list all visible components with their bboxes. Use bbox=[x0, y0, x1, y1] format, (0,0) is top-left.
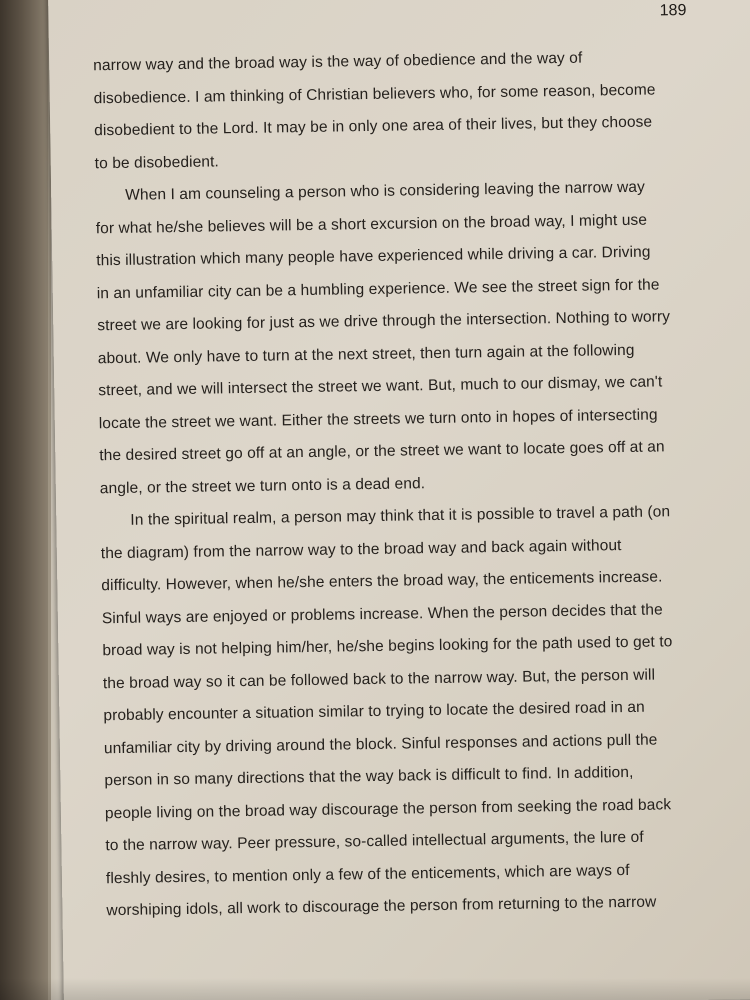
text-line: the diagram) from the narrow way to the broad way and back again without bbox=[100, 536, 622, 562]
paragraph bbox=[93, 41, 691, 180]
text-line: the desired street go off at an angle, or the street we want to locate goes off at an bbox=[99, 438, 665, 465]
paragraph bbox=[100, 496, 703, 928]
text-line: person in so many directions that the way back is difficult to find. In addition, bbox=[104, 763, 634, 790]
page-number: 189 bbox=[659, 1, 687, 20]
text-line: disobedient to the Lord. It may be in only one area of their lives, but they choose bbox=[94, 113, 653, 140]
text-line: fleshly desires, to mention only a few of the enticements, which are ways of bbox=[105, 861, 630, 887]
text-line: broad way is not helping him/her, he/she begins looking for the path used to get to bbox=[102, 633, 673, 660]
page-bottom-shadow bbox=[0, 978, 750, 1000]
text-line: In the spiritual realm, a person may think that it is possible to travel a path (on bbox=[130, 503, 671, 529]
text-line: this illustration which many people have experienced while driving a car. Driving bbox=[96, 243, 651, 270]
text-line: difficulty. However, when he/she enters the broad way, the enticements increase. bbox=[101, 568, 663, 595]
text-line: the broad way so it can be followed back to the narrow way. But, the person will bbox=[102, 666, 656, 692]
text-line: probably encounter a situation similar to trying to locate the desired road in an bbox=[103, 698, 645, 725]
text-line: in an unfamiliar city can be a humbling experience. We see the street sign for the bbox=[96, 275, 660, 302]
text-line: people living on the broad way discourage the person from seeking the road back bbox=[104, 795, 672, 822]
text-line: unfamiliar city by driving around the block. Sinful responses and actions pull the bbox=[103, 731, 658, 757]
text-line: about. We only have to turn at the next street, then turn again at the following bbox=[97, 341, 635, 367]
text-line: narrow way and the broad way is the way of obedience and the way of bbox=[93, 49, 583, 75]
text-line: angle, or the street we turn onto is a dead end. bbox=[99, 474, 426, 497]
paragraph bbox=[95, 171, 696, 505]
text-line: disobedience. I am thinking of Christian believers who, for some reason, become bbox=[93, 80, 656, 107]
text-line: for what he/she believes will be a short excursion on the broad way, I might use bbox=[95, 211, 648, 237]
text-line: When I am counseling a person who is considering leaving the narrow way bbox=[125, 178, 646, 204]
text-line: street, and we will intersect the street we want. But, much to our dismay, we can't bbox=[98, 373, 663, 400]
page-text bbox=[93, 41, 703, 928]
text-line: street we are looking for just as we drive through the intersection. Nothing to worry bbox=[97, 308, 671, 335]
text-line: to the narrow way. Peer pressure, so-called intellectual arguments, the lure of bbox=[105, 828, 644, 855]
book-page bbox=[48, 0, 750, 1000]
book-gutter bbox=[0, 0, 50, 1000]
text-line: locate the street we want. Either the streets we turn onto in hopes of intersecting bbox=[98, 405, 658, 432]
text-line: to be disobedient. bbox=[94, 152, 220, 172]
text-line: Sinful ways are enjoyed or problems increase. When the person decides that the bbox=[101, 600, 663, 627]
text-line: worshiping idols, all work to discourage the person from returning to the narrow bbox=[106, 893, 657, 920]
